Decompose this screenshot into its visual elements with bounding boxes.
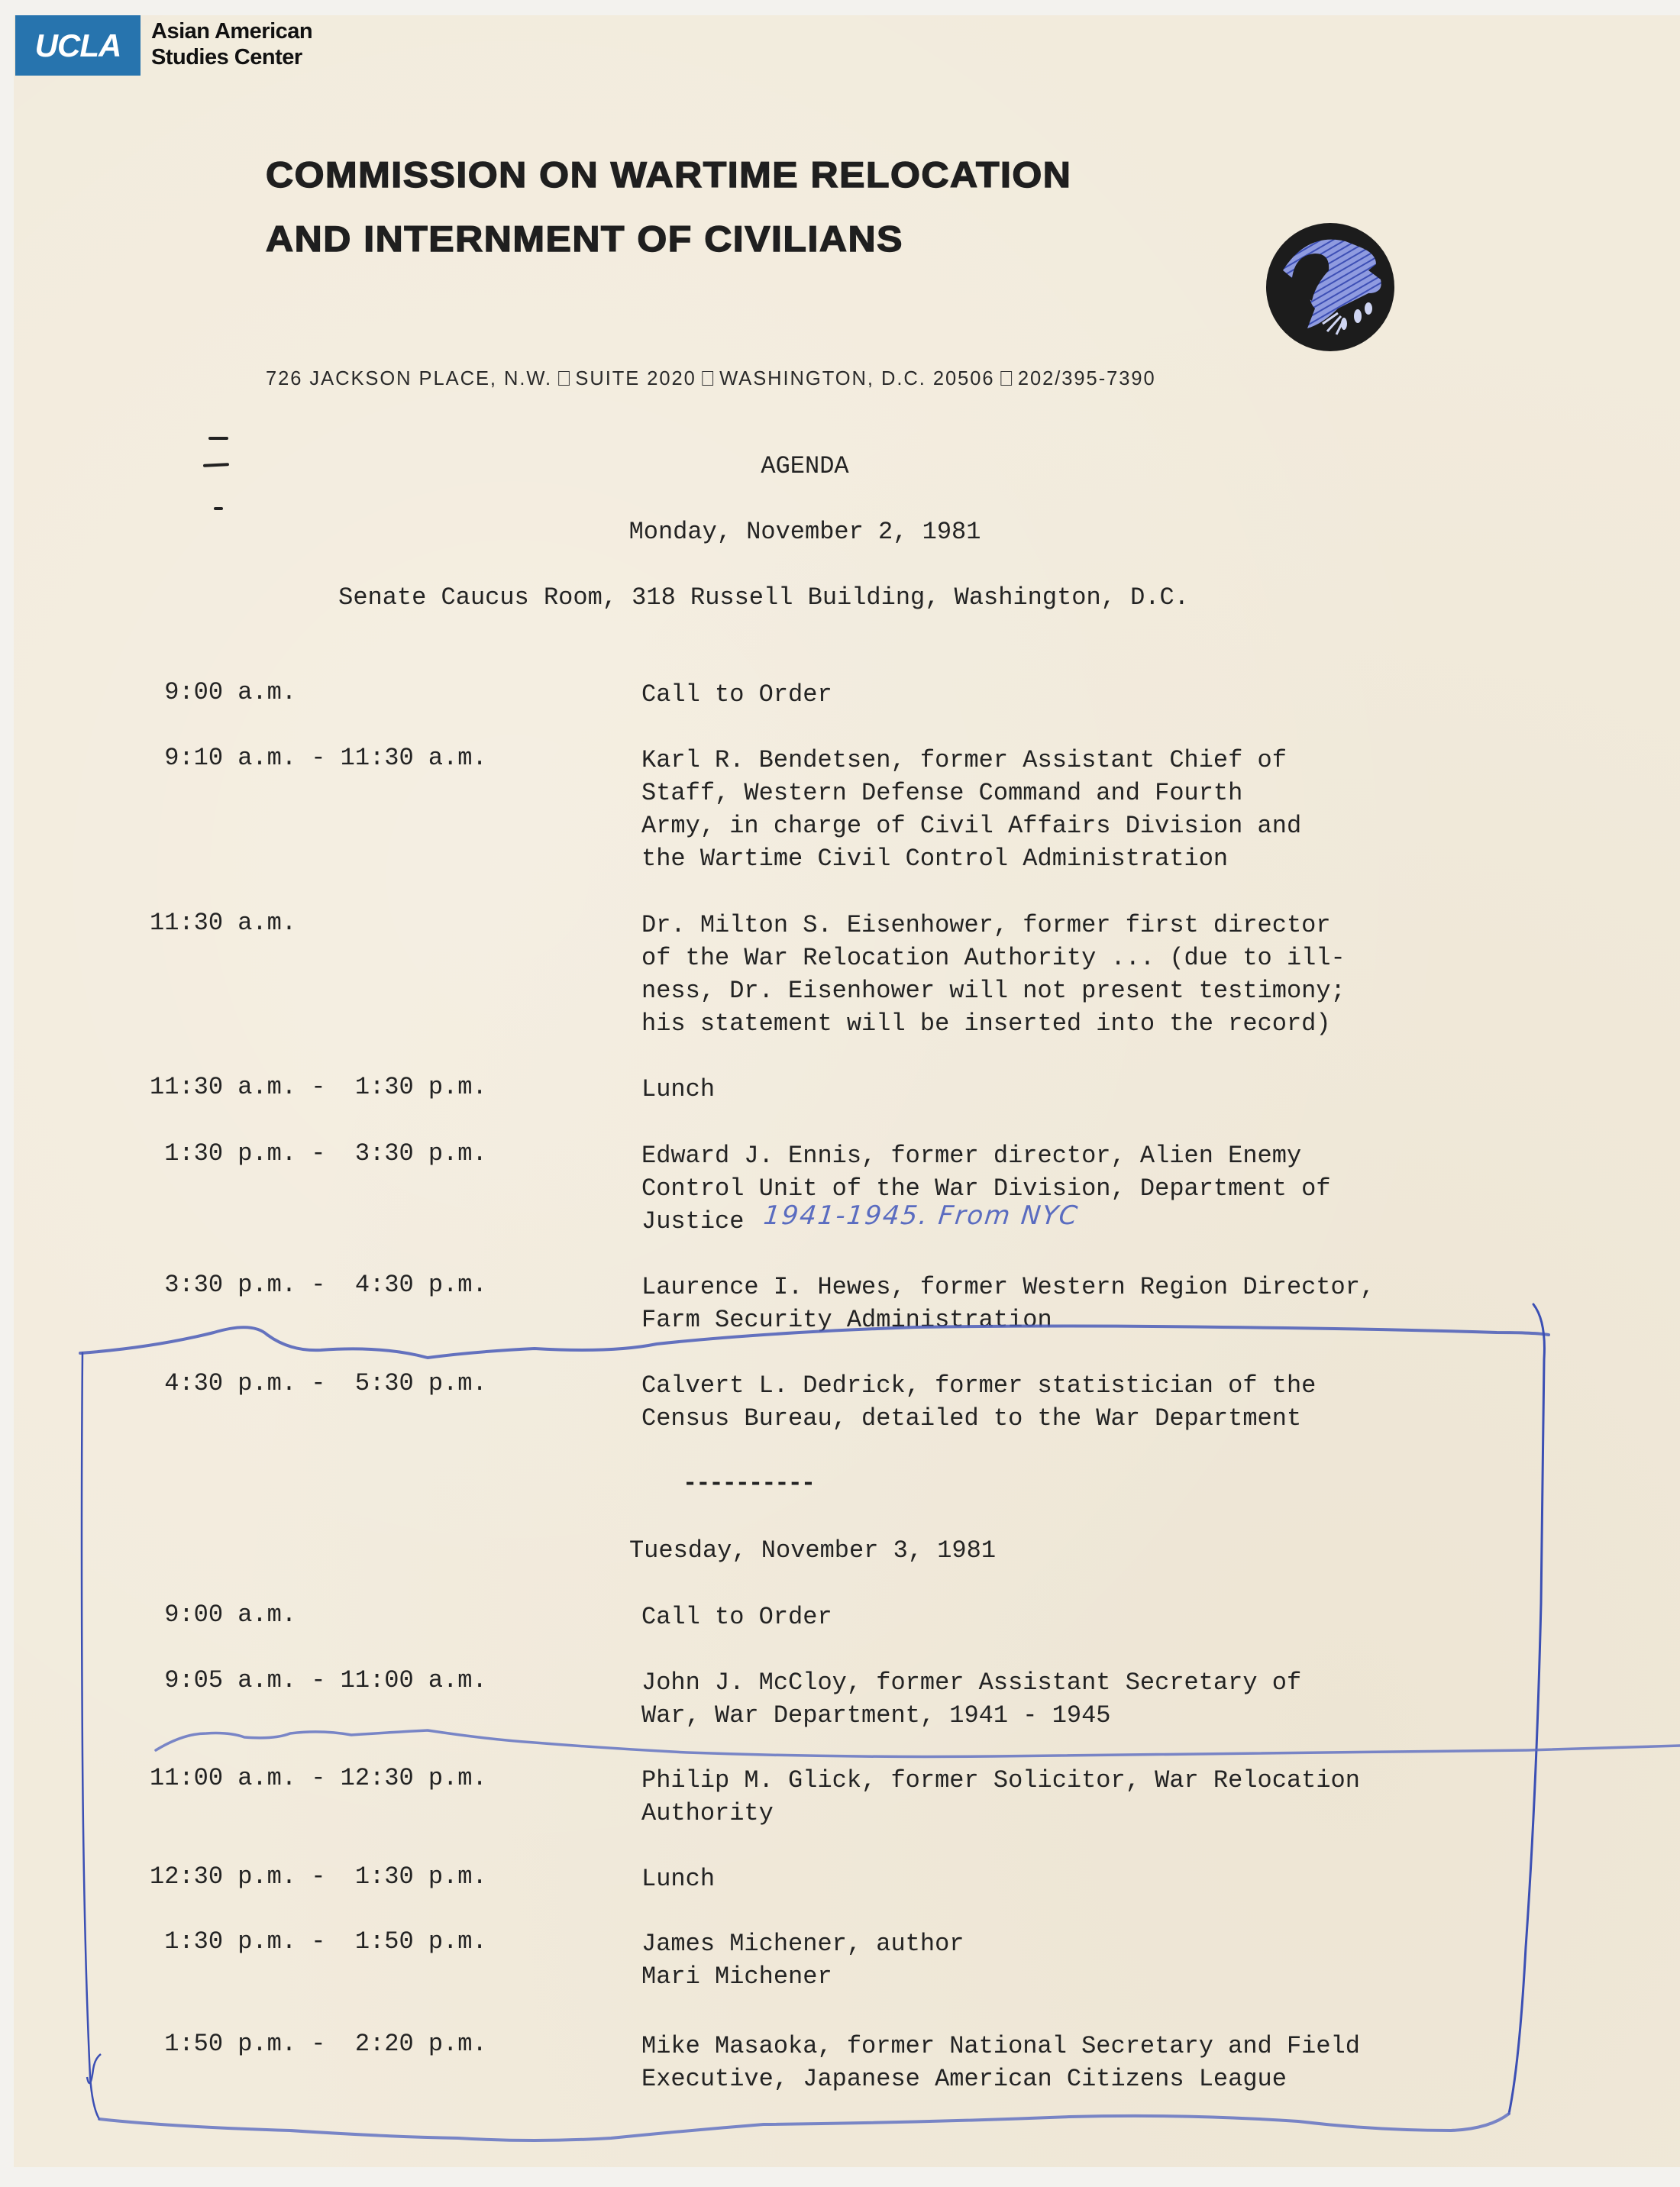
description-line: Mari Michener (641, 1962, 832, 1991)
description-line: the Wartime Civil Control Administration (641, 845, 1229, 873)
address-city: WASHINGTON, D.C. 20506 (719, 367, 995, 389)
agenda-item-time: 11:30 a.m. (150, 909, 297, 937)
description-line: Control Unit of the War Division, Department of (641, 1174, 1331, 1203)
address-suite: SUITE 2020 (575, 367, 696, 389)
day2-date: Tuesday, November 3, 1981 (628, 1536, 997, 1565)
ink-box-left (82, 1353, 99, 2119)
agenda-item-time: 1:50 p.m. - 2:20 p.m. (150, 2030, 487, 2058)
agenda-item-time: 1:30 p.m. - 1:50 p.m. (150, 1927, 487, 1956)
description-line: War, War Department, 1941 - 1945 (641, 1701, 1111, 1730)
description-line: Lunch (641, 1865, 716, 1893)
address-street: 726 JACKSON PLACE, N.W. (266, 367, 553, 389)
description-line: John J. McCloy, former Assistant Secretary of (641, 1669, 1302, 1697)
description-line: James Michener, author (641, 1930, 964, 1958)
day1-location: Senate Caucus Room, 318 Russell Building, Washington, D.C. (338, 583, 1189, 612)
description-line: Executive, Japanese American Citizens League (641, 2065, 1287, 2093)
description-line: Army, in charge of Civil Affairs Division and (641, 812, 1302, 840)
description-line: Justice (641, 1207, 745, 1236)
ink-box-right (1509, 1304, 1544, 2114)
description-line: Karl R. Bendetsen, former Assistant Chief of (641, 746, 1287, 774)
letterhead-title-line1: COMMISSION ON WARTIME RELOCATION (266, 154, 1072, 195)
agenda-item-time: 12:30 p.m. - 1:30 p.m. (150, 1862, 487, 1891)
description-line: of the War Relocation Authority ... (due to ill- (641, 944, 1346, 972)
center-name-line1: Asian American (151, 19, 313, 44)
description-line: Census Bureau, detailed to the War Department (641, 1404, 1302, 1433)
description-line: Mike Masaoka, former National Secretary and Field (641, 2032, 1360, 2060)
agenda-item-time: 9:00 a.m. (150, 678, 297, 706)
description-line: Dr. Milton S. Eisenhower, former first director (641, 911, 1331, 939)
day-separator: ---------- (682, 1469, 815, 1497)
day1-date: Monday, November 2, 1981 (628, 518, 981, 546)
handwritten-note: 1941-1945. From NYC (761, 1200, 1081, 1231)
address-phone: 202/395-7390 (1017, 367, 1156, 389)
agenda-item-time: 3:30 p.m. - 4:30 p.m. (150, 1271, 487, 1299)
ucla-logo-text: UCLA (34, 27, 121, 63)
description-line: Lunch (641, 1075, 716, 1103)
ink-line-bottom (99, 2114, 1509, 2140)
agenda-item-time: 9:00 a.m. (150, 1601, 297, 1629)
agenda-item-time: 9:10 a.m. - 11:30 a.m. (150, 744, 487, 772)
agenda-item-time: 9:05 a.m. - 11:00 a.m. (150, 1666, 487, 1694)
letterhead-title-line2: AND INTERNMENT OF CIVILIANS (266, 218, 903, 260)
description-line: Authority (641, 1799, 774, 1827)
description-line: his statement will be inserted into the record) (641, 1010, 1331, 1038)
description-line: Call to Order (641, 1603, 832, 1631)
ink-line-top (80, 1326, 1549, 1358)
center-name-line2: Studies Center (151, 45, 302, 69)
description-line: Farm Security Administration (641, 1306, 1052, 1334)
description-line: ness, Dr. Eisenhower will not present testimony; (641, 977, 1346, 1005)
description-line: Edward J. Ennis, former director, Alien Enemy (641, 1142, 1302, 1170)
agenda-item-time: 11:30 a.m. - 1:30 p.m. (150, 1073, 487, 1101)
description-line: Staff, Western Defense Command and Fourth (641, 779, 1243, 807)
description-line: Laurence I. Hewes, former Western Region Director, (641, 1273, 1375, 1301)
agenda-item-time: 4:30 p.m. - 5:30 p.m. (150, 1369, 487, 1397)
agenda-heading: AGENDA (761, 452, 849, 480)
description-line: Calvert L. Dedrick, former statistician of the (641, 1371, 1317, 1400)
description-line: Philip M. Glick, former Solicitor, War Relocation (641, 1766, 1360, 1795)
description-line: Call to Order (641, 680, 832, 709)
agenda-item-time: 11:00 a.m. - 12:30 p.m. (150, 1764, 487, 1792)
agenda-item-time: 1:30 p.m. - 3:30 p.m. (150, 1139, 487, 1168)
ink-line-middle (156, 1730, 1680, 1756)
